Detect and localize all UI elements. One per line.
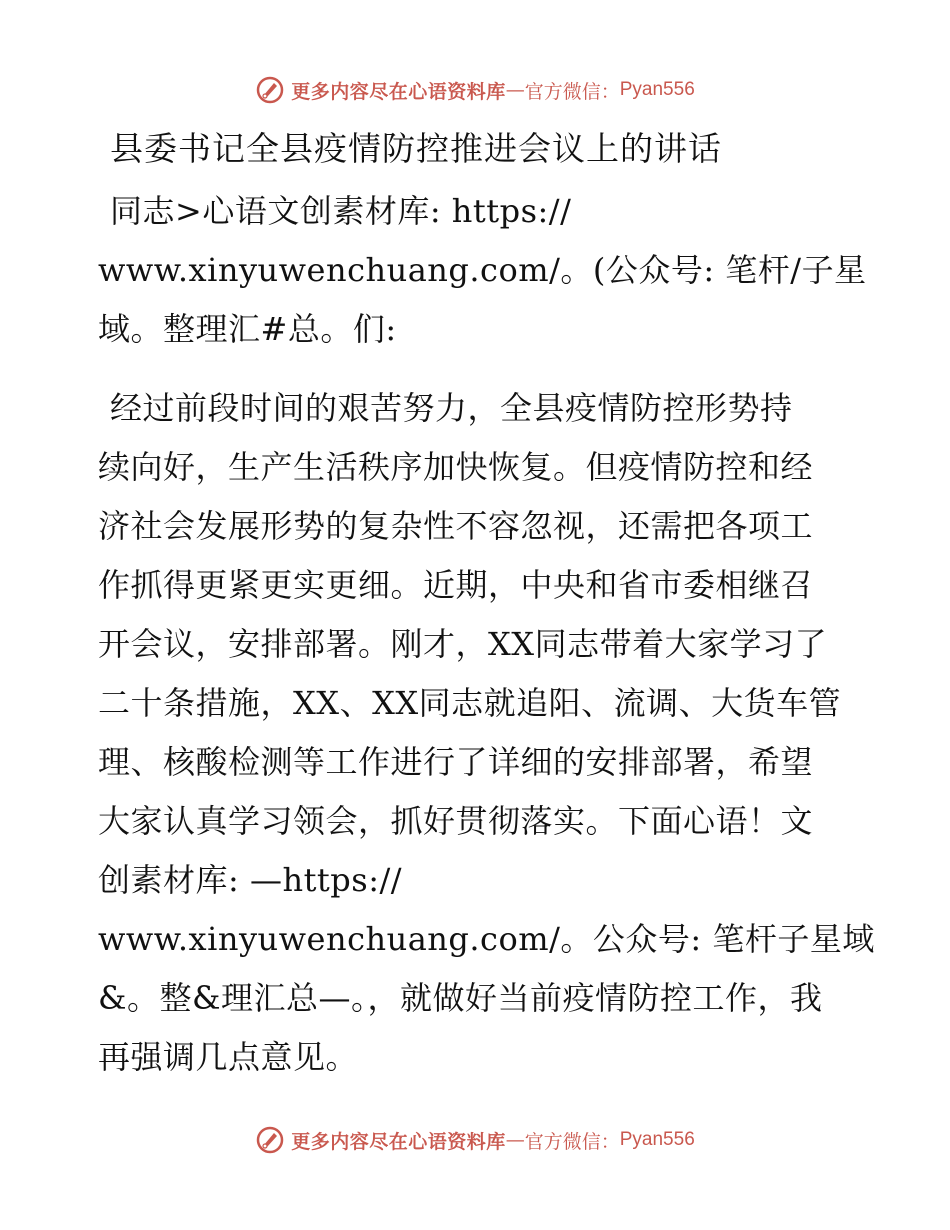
- text-line: 域。整理汇#总。们:: [98, 310, 397, 348]
- watermark-contact-label: 官方微信：: [524, 80, 620, 103]
- text-line: 济社会发展形势的复杂性不容忽视，还需把各项工: [98, 507, 814, 545]
- watermark-banner-top: [0, 70, 950, 110]
- text-line: 同志>心语文创素材库: https://: [110, 192, 572, 230]
- watermark-contact-id: Pyan556: [619, 79, 695, 100]
- paragraph-body: [98, 379, 875, 1087]
- text-line: &。整&理汇总—。，就做好当前疫情防控工作，我: [98, 979, 823, 1017]
- text-line: 续向好，生产生活秩序加快恢复。但疫情防控和经: [98, 448, 814, 486]
- watermark-text: 更多内容尽在心语资料库: [291, 1130, 506, 1153]
- watermark-contact-id: Pyan556: [619, 1129, 695, 1150]
- paragraph-greeting: [98, 182, 867, 359]
- text-line: 作抓得更紧更实更细。近期，中央和省市委相继召: [98, 566, 814, 604]
- text-line: 大家认真学习领会，抓好贯彻落实。下面心语！文: [98, 802, 814, 840]
- text-line: 开会议，安排部署。刚才，XX同志带着大家学习了: [98, 625, 828, 663]
- text-line: 二十条措施，XX、XX同志就追阳、流调、大货车管: [98, 684, 842, 722]
- brand-logo-icon: [255, 75, 285, 105]
- text-line: www.xinyuwenchuang.com/。公众号: 笔杆子星域: [98, 920, 875, 958]
- text-line: 经过前段时间的艰苦努力，全县疫情防控形势持: [110, 389, 793, 427]
- watermark-text: 更多内容尽在心语资料库: [291, 80, 506, 103]
- watermark-separator: —: [505, 79, 525, 101]
- watermark-banner-bottom: [0, 1120, 950, 1160]
- text-line: 再强调几点意见。: [98, 1038, 359, 1076]
- document-body: [98, 122, 875, 1087]
- brand-logo-icon: [255, 1125, 285, 1155]
- text-line: www.xinyuwenchuang.com/。(公众号: 笔杆/子星: [98, 251, 867, 289]
- document-title: 县委书记全县疫情防控推进会议上的讲话: [110, 129, 722, 168]
- watermark-contact-label: 官方微信：: [524, 1130, 620, 1153]
- watermark-separator: —: [505, 1129, 525, 1151]
- text-line: 理、核酸检测等工作进行了详细的安排部署，希望: [98, 743, 814, 781]
- text-line: 创素材库: —https://: [98, 861, 403, 899]
